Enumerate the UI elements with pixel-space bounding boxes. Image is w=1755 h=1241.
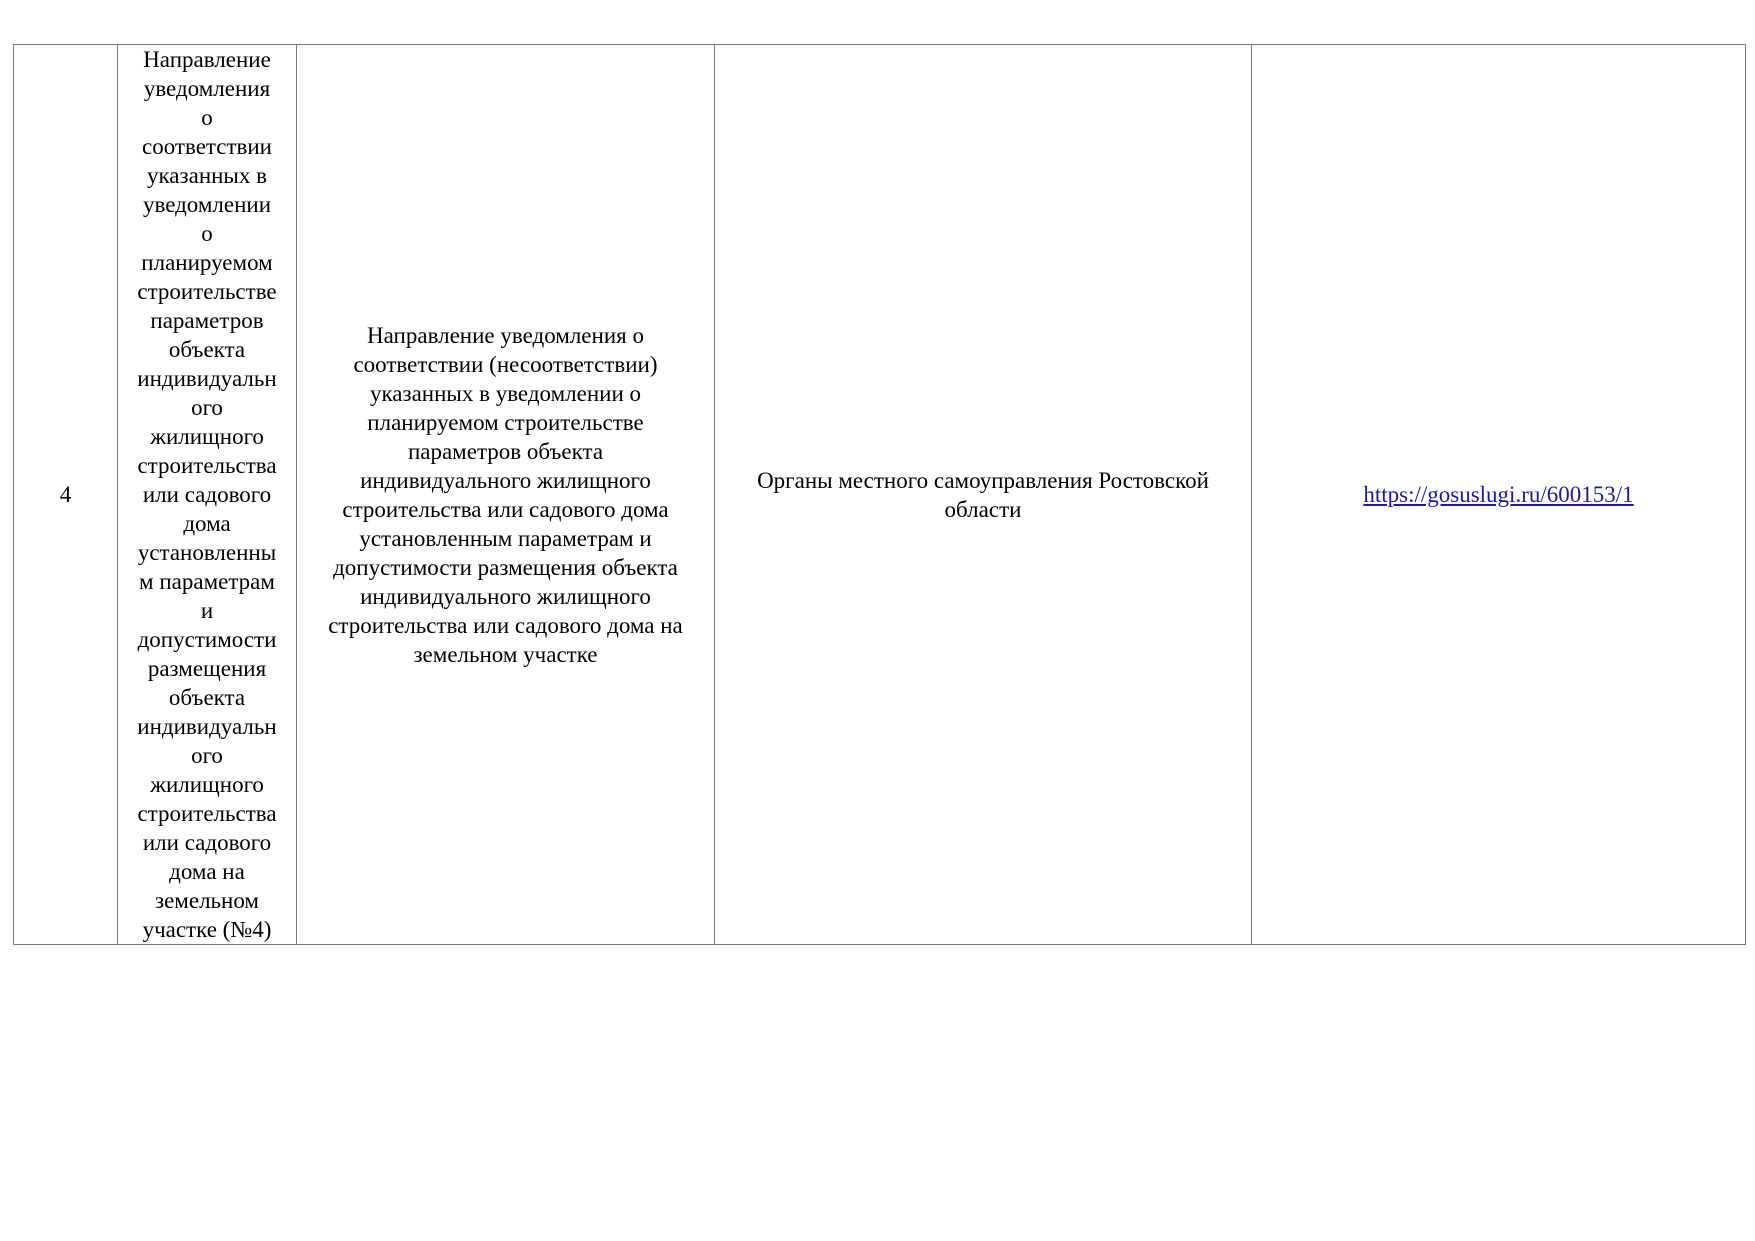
organization-cell xyxy=(715,45,1252,945)
service-name-line: строительства xyxy=(137,801,277,826)
service-name-line: планируемом xyxy=(141,250,273,275)
service-description-cell xyxy=(297,45,715,945)
service-name-line: дома xyxy=(183,511,231,536)
service-name-cell xyxy=(118,45,297,945)
service-name-line: указанных в xyxy=(146,163,267,188)
service-description-line: планируемом строительстве xyxy=(367,409,644,435)
service-description-line: соответствии (несоответствии) xyxy=(353,351,658,377)
service-description-line: индивидуального жилищного xyxy=(360,467,651,493)
service-name-line: индивидуальн xyxy=(137,714,277,739)
service-name-line: м параметрам xyxy=(139,569,275,594)
organization-name xyxy=(725,466,1241,524)
service-link[interactable]: https://gosuslugi.ru/600153/1 xyxy=(1363,482,1634,507)
service-name-line: участке (№4) xyxy=(142,917,272,942)
row-number-cell xyxy=(14,45,118,945)
service-name-line: жилищного xyxy=(150,424,264,449)
service-name-line: объекта xyxy=(168,685,246,710)
service-description-line: допустимости размещения объекта xyxy=(333,554,678,580)
service-description-line: строительства или садового дома на xyxy=(328,612,683,638)
service-name-line: уведомления xyxy=(143,76,271,101)
service-description-line: земельном участке xyxy=(413,641,598,667)
service-name-line: строительства xyxy=(137,453,277,478)
service-name-line: о xyxy=(201,105,213,130)
service-name-line: земельном xyxy=(155,888,259,913)
row-number: 4 xyxy=(59,482,72,507)
service-name-line: или садового xyxy=(142,482,272,507)
service-name-line: соответствии xyxy=(142,134,272,159)
service-name-line: ого xyxy=(191,743,223,768)
service-name-line: строительстве xyxy=(137,279,277,304)
service-name-line: жилищного xyxy=(150,772,264,797)
service-description xyxy=(307,321,704,669)
organization-name-line: области xyxy=(944,496,1022,522)
service-description-line: индивидуального жилищного xyxy=(360,583,651,609)
service-name-line: дома на xyxy=(169,859,245,884)
services-table xyxy=(13,44,1746,945)
organization-name-line: Органы местного самоуправления Ростовской xyxy=(757,467,1209,493)
service-name-line: индивидуальн xyxy=(137,366,277,391)
service-description-line: строительства или садового дома xyxy=(342,496,669,522)
service-name xyxy=(124,45,290,944)
service-description-line: Направление уведомления о xyxy=(367,322,644,348)
link-cell xyxy=(1252,45,1746,945)
service-name-line: допустимости xyxy=(137,627,277,652)
service-name-line: размещения xyxy=(147,656,267,681)
service-description-line: установленным параметрам и xyxy=(359,525,652,551)
service-name-line: параметров xyxy=(150,308,264,333)
service-name-line: уведомлении xyxy=(142,192,272,217)
service-description-line: указанных в уведомлении о xyxy=(369,380,642,406)
service-name-line: о xyxy=(201,221,213,246)
service-description-line: параметров объекта xyxy=(407,438,604,464)
service-name-line: установленны xyxy=(137,540,277,565)
service-name-line: или садового xyxy=(142,830,272,855)
service-name-line: объекта xyxy=(168,337,246,362)
service-name-line: Направление xyxy=(143,47,271,72)
service-name-line: и xyxy=(200,598,214,623)
table-row xyxy=(14,45,1746,945)
service-name-line: ого xyxy=(191,395,223,420)
